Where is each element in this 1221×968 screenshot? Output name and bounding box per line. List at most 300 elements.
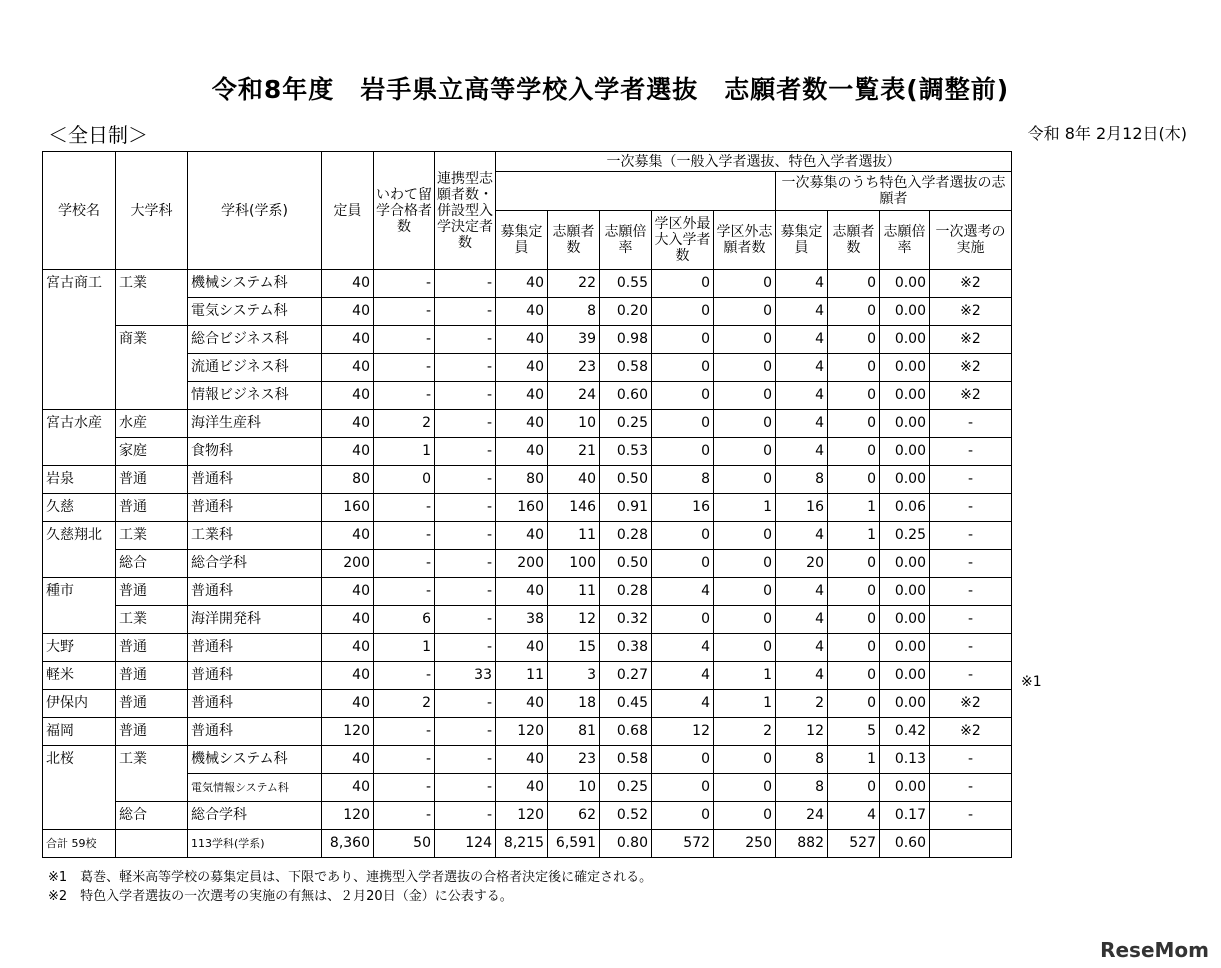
cell-renkei: - xyxy=(435,774,496,802)
cell-gshigan: 250 xyxy=(714,830,776,858)
cell-dept: 普通科 xyxy=(188,494,322,522)
cell-school: 宮古商工 xyxy=(43,270,116,298)
cell-gmax: 4 xyxy=(652,578,714,606)
cell-dept: 普通科 xyxy=(188,662,322,690)
cell-boshu: 40 xyxy=(496,270,548,298)
cell-dept: 普通科 xyxy=(188,466,322,494)
cell-tboshu: 16 xyxy=(776,494,828,522)
cell-bairitsu: 0.27 xyxy=(600,662,652,690)
cell-school xyxy=(43,354,116,382)
cell-school: 福岡 xyxy=(43,718,116,746)
cell-shigan: 100 xyxy=(548,550,600,578)
cell-cap: 40 xyxy=(322,438,374,466)
page-title: 令和8年度 岩手県立高等学校入学者選抜 志願者数一覧表(調整前) xyxy=(211,75,1010,104)
cell-bairitsu: 0.28 xyxy=(600,578,652,606)
table-row xyxy=(43,410,1012,438)
cell-renkei: - xyxy=(435,718,496,746)
cell-iwate: - xyxy=(374,662,435,690)
cell-cap: 200 xyxy=(322,550,374,578)
cell-gshigan: 1 xyxy=(714,494,776,522)
cell-school: 久慈翔北 xyxy=(43,522,116,550)
cell-tjisshi: ※2 xyxy=(930,354,1012,382)
cell-boshu: 38 xyxy=(496,606,548,634)
cell-shigan: 15 xyxy=(548,634,600,662)
cell-school xyxy=(43,774,116,802)
cell-cap: 80 xyxy=(322,466,374,494)
cell-gshigan: 0 xyxy=(714,270,776,298)
cell-renkei: - xyxy=(435,326,496,354)
cell-tshigan: 0 xyxy=(828,662,880,690)
cell-iwate: 6 xyxy=(374,606,435,634)
cell-school: 大野 xyxy=(43,634,116,662)
cell-gshigan: 0 xyxy=(714,578,776,606)
cell-tjisshi: ※2 xyxy=(930,690,1012,718)
cell-gmax: 0 xyxy=(652,326,714,354)
cell-renkei: - xyxy=(435,578,496,606)
cell-bairitsu: 0.25 xyxy=(600,410,652,438)
cell-tshigan: 0 xyxy=(828,326,880,354)
side-note: ※1 xyxy=(1021,674,1042,690)
cell-tboshu: 8 xyxy=(776,774,828,802)
cell-category xyxy=(116,774,188,802)
cell-bairitsu: 0.58 xyxy=(600,354,652,382)
cell-tboshu: 4 xyxy=(776,354,828,382)
cell-dept: 流通ビジネス科 xyxy=(188,354,322,382)
cell-tboshu: 4 xyxy=(776,410,828,438)
cell-category: 家庭 xyxy=(116,438,188,466)
cell-boshu: 40 xyxy=(496,410,548,438)
cell-tjisshi: ※2 xyxy=(930,326,1012,354)
cell-cap: 40 xyxy=(322,298,374,326)
cell-iwate: - xyxy=(374,382,435,410)
cell-shigan: 23 xyxy=(548,354,600,382)
cell-iwate: 2 xyxy=(374,690,435,718)
cell-tshigan: 0 xyxy=(828,410,880,438)
table-row xyxy=(43,326,1012,354)
cell-renkei: - xyxy=(435,634,496,662)
cell-gmax: 16 xyxy=(652,494,714,522)
cell-category: 工業 xyxy=(116,270,188,298)
cell-tjisshi xyxy=(930,830,1012,858)
cell-tboshu: 4 xyxy=(776,326,828,354)
cell-tboshu: 8 xyxy=(776,466,828,494)
cell-category xyxy=(116,382,188,410)
table-row xyxy=(43,662,1012,690)
cell-renkei: - xyxy=(435,494,496,522)
cell-tbairitsu: 0.00 xyxy=(880,690,930,718)
cell-gshigan: 0 xyxy=(714,634,776,662)
cell-tshigan: 1 xyxy=(828,522,880,550)
cell-gmax: 0 xyxy=(652,550,714,578)
cell-dept: 海洋生産科 xyxy=(188,410,322,438)
cell-cap: 40 xyxy=(322,522,374,550)
header-capacity: 定員 xyxy=(322,152,374,270)
cell-tbairitsu: 0.42 xyxy=(880,718,930,746)
cell-bairitsu: 0.25 xyxy=(600,774,652,802)
cell-renkei: - xyxy=(435,410,496,438)
cell-dept: 機械システム科 xyxy=(188,746,322,774)
cell-dept: 総合ビジネス科 xyxy=(188,326,322,354)
cell-bairitsu: 0.53 xyxy=(600,438,652,466)
cell-tshigan: 0 xyxy=(828,354,880,382)
footnote-2: ※2 特色入学者選抜の一次選考の実施の有無は、２月20日（金）に公表する。 xyxy=(48,889,513,904)
cell-tjisshi: - xyxy=(930,494,1012,522)
cell-bairitsu: 0.52 xyxy=(600,802,652,830)
cell-tshigan: 0 xyxy=(828,382,880,410)
cell-bairitsu: 0.91 xyxy=(600,494,652,522)
cell-boshu: 40 xyxy=(496,774,548,802)
table-row xyxy=(43,522,1012,550)
cell-tshigan: 4 xyxy=(828,802,880,830)
cell-tshigan: 0 xyxy=(828,606,880,634)
cell-iwate: 1 xyxy=(374,438,435,466)
cell-tbairitsu: 0.25 xyxy=(880,522,930,550)
cell-bairitsu: 0.58 xyxy=(600,746,652,774)
table-row xyxy=(43,634,1012,662)
cell-dept: 電気情報システム科 xyxy=(188,774,322,802)
cell-gmax: 4 xyxy=(652,662,714,690)
cell-tbairitsu: 0.17 xyxy=(880,802,930,830)
cell-tboshu: 4 xyxy=(776,634,828,662)
cell-school xyxy=(43,606,116,634)
cell-tshigan: 0 xyxy=(828,774,880,802)
cell-shigan: 8 xyxy=(548,298,600,326)
cell-tshigan: 0 xyxy=(828,550,880,578)
cell-iwate: - xyxy=(374,326,435,354)
table-row xyxy=(43,438,1012,466)
cell-bairitsu: 0.50 xyxy=(600,466,652,494)
cell-cap: 40 xyxy=(322,578,374,606)
cell-dept: 総合学科 xyxy=(188,802,322,830)
cell-gmax: 12 xyxy=(652,718,714,746)
cell-dept: 機械システム科 xyxy=(188,270,322,298)
cell-boshu: 40 xyxy=(496,438,548,466)
cell-renkei: - xyxy=(435,690,496,718)
table-row xyxy=(43,298,1012,326)
cell-school xyxy=(43,438,116,466)
cell-tshigan: 0 xyxy=(828,578,880,606)
cell-shigan: 10 xyxy=(548,410,600,438)
cell-tjisshi: - xyxy=(930,550,1012,578)
cell-boshu: 40 xyxy=(496,354,548,382)
cell-tboshu: 4 xyxy=(776,382,828,410)
cell-gshigan: 0 xyxy=(714,606,776,634)
cell-tjisshi: - xyxy=(930,802,1012,830)
header-bairitsu: 志願倍率 xyxy=(600,211,652,270)
header-renkei: 連携型志願者数・併設型入学決定者数 xyxy=(435,152,496,270)
cell-iwate: - xyxy=(374,494,435,522)
cell-boshu: 160 xyxy=(496,494,548,522)
cell-school: 種市 xyxy=(43,578,116,606)
header-ichiji: 一次募集（一般入学者選抜、特色入学者選抜） xyxy=(496,152,1012,172)
cell-boshu: 120 xyxy=(496,802,548,830)
table-row xyxy=(43,550,1012,578)
cell-gshigan: 0 xyxy=(714,382,776,410)
cell-tjisshi: - xyxy=(930,466,1012,494)
cell-category: 総合 xyxy=(116,802,188,830)
cell-school: 北桜 xyxy=(43,746,116,774)
cell-boshu: 8,215 xyxy=(496,830,548,858)
cell-tshigan: 1 xyxy=(828,494,880,522)
cell-cap: 40 xyxy=(322,634,374,662)
cell-bairitsu: 0.20 xyxy=(600,298,652,326)
cell-gshigan: 1 xyxy=(714,690,776,718)
cell-cap: 40 xyxy=(322,774,374,802)
cell-gshigan: 0 xyxy=(714,550,776,578)
table-row xyxy=(43,578,1012,606)
cell-shigan: 62 xyxy=(548,802,600,830)
cell-gmax: 8 xyxy=(652,466,714,494)
cell-renkei: - xyxy=(435,438,496,466)
cell-dept: 海洋開発科 xyxy=(188,606,322,634)
cell-iwate: - xyxy=(374,354,435,382)
cell-tshigan: 1 xyxy=(828,746,880,774)
cell-shigan: 22 xyxy=(548,270,600,298)
cell-shigan: 23 xyxy=(548,746,600,774)
cell-renkei: - xyxy=(435,298,496,326)
cell-gmax: 0 xyxy=(652,354,714,382)
cell-boshu: 40 xyxy=(496,326,548,354)
cell-cap: 40 xyxy=(322,662,374,690)
cell-gmax: 0 xyxy=(652,298,714,326)
cell-tjisshi: - xyxy=(930,774,1012,802)
header-t-boshu: 募集定員 xyxy=(776,211,828,270)
table-row xyxy=(43,270,1012,298)
cell-gshigan: 0 xyxy=(714,298,776,326)
cell-iwate: - xyxy=(374,298,435,326)
cell-dept: 食物科 xyxy=(188,438,322,466)
cell-gmax: 0 xyxy=(652,270,714,298)
subtitle: ＜全日制＞ xyxy=(48,123,148,147)
cell-dept: 普通科 xyxy=(188,578,322,606)
cell-tjisshi: - xyxy=(930,634,1012,662)
cell-tjisshi: ※2 xyxy=(930,718,1012,746)
table-row xyxy=(43,606,1012,634)
header-tokushoku-group: 一次募集のうち特色入学者選抜の志願者 xyxy=(776,172,1012,211)
cell-tbairitsu: 0.06 xyxy=(880,494,930,522)
cell-gmax: 572 xyxy=(652,830,714,858)
cell-gshigan: 0 xyxy=(714,354,776,382)
cell-boshu: 40 xyxy=(496,746,548,774)
cell-cap: 40 xyxy=(322,382,374,410)
header-boshu: 募集定員 xyxy=(496,211,548,270)
cell-bairitsu: 0.50 xyxy=(600,550,652,578)
cell-tshigan: 527 xyxy=(828,830,880,858)
cell-tjisshi: - xyxy=(930,522,1012,550)
cell-renkei: - xyxy=(435,746,496,774)
cell-gshigan: 0 xyxy=(714,802,776,830)
cell-iwate: - xyxy=(374,802,435,830)
cell-dept: 普通科 xyxy=(188,690,322,718)
cell-gshigan: 0 xyxy=(714,326,776,354)
cell-shigan: 10 xyxy=(548,774,600,802)
cell-category: 普通 xyxy=(116,634,188,662)
cell-tjisshi: - xyxy=(930,578,1012,606)
cell-tbairitsu: 0.00 xyxy=(880,774,930,802)
cell-gmax: 0 xyxy=(652,522,714,550)
cell-bairitsu: 0.28 xyxy=(600,522,652,550)
cell-bairitsu: 0.45 xyxy=(600,690,652,718)
cell-dept: 電気システム科 xyxy=(188,298,322,326)
cell-dept: 113学科(学系) xyxy=(188,830,322,858)
cell-tbairitsu: 0.00 xyxy=(880,578,930,606)
cell-renkei: 33 xyxy=(435,662,496,690)
cell-tboshu: 4 xyxy=(776,438,828,466)
cell-tbairitsu: 0.13 xyxy=(880,746,930,774)
cell-category xyxy=(116,830,188,858)
cell-boshu: 40 xyxy=(496,690,548,718)
cell-category: 普通 xyxy=(116,466,188,494)
cell-gmax: 0 xyxy=(652,746,714,774)
cell-iwate: - xyxy=(374,774,435,802)
cell-tbairitsu: 0.00 xyxy=(880,410,930,438)
cell-renkei: - xyxy=(435,382,496,410)
cell-school: 久慈 xyxy=(43,494,116,522)
cell-category xyxy=(116,354,188,382)
cell-shigan: 146 xyxy=(548,494,600,522)
cell-boshu: 40 xyxy=(496,382,548,410)
cell-iwate: - xyxy=(374,578,435,606)
cell-cap: 40 xyxy=(322,606,374,634)
cell-tbairitsu: 0.60 xyxy=(880,830,930,858)
cell-category: 工業 xyxy=(116,746,188,774)
cell-category: 普通 xyxy=(116,578,188,606)
cell-tboshu: 4 xyxy=(776,662,828,690)
cell-tboshu: 882 xyxy=(776,830,828,858)
cell-renkei: - xyxy=(435,522,496,550)
header-blank xyxy=(496,172,776,211)
cell-gshigan: 0 xyxy=(714,774,776,802)
cell-category: 工業 xyxy=(116,606,188,634)
cell-tboshu: 4 xyxy=(776,298,828,326)
cell-gmax: 4 xyxy=(652,690,714,718)
cell-iwate: - xyxy=(374,746,435,774)
cell-tbairitsu: 0.00 xyxy=(880,662,930,690)
cell-gmax: 0 xyxy=(652,410,714,438)
cell-boshu: 80 xyxy=(496,466,548,494)
cell-tboshu: 24 xyxy=(776,802,828,830)
cell-shigan: 11 xyxy=(548,578,600,606)
header-iwate: いわて留学合格者数 xyxy=(374,152,435,270)
cell-cap: 160 xyxy=(322,494,374,522)
cell-dept: 普通科 xyxy=(188,718,322,746)
cell-cap: 40 xyxy=(322,270,374,298)
cell-category: 普通 xyxy=(116,662,188,690)
cell-tjisshi: ※2 xyxy=(930,270,1012,298)
cell-bairitsu: 0.60 xyxy=(600,382,652,410)
cell-bairitsu: 0.55 xyxy=(600,270,652,298)
cell-gshigan: 1 xyxy=(714,662,776,690)
cell-tshigan: 0 xyxy=(828,690,880,718)
cell-tboshu: 12 xyxy=(776,718,828,746)
cell-shigan: 21 xyxy=(548,438,600,466)
cell-tshigan: 0 xyxy=(828,634,880,662)
cell-tbairitsu: 0.00 xyxy=(880,438,930,466)
cell-iwate: 0 xyxy=(374,466,435,494)
header-t-shigan: 志願者数 xyxy=(828,211,880,270)
cell-gshigan: 0 xyxy=(714,410,776,438)
cell-gshigan: 0 xyxy=(714,746,776,774)
cell-cap: 40 xyxy=(322,410,374,438)
cell-shigan: 11 xyxy=(548,522,600,550)
cell-tjisshi: ※2 xyxy=(930,382,1012,410)
cell-shigan: 6,591 xyxy=(548,830,600,858)
cell-cap: 120 xyxy=(322,802,374,830)
total-row xyxy=(43,830,1012,858)
cell-bairitsu: 0.38 xyxy=(600,634,652,662)
cell-dept: 情報ビジネス科 xyxy=(188,382,322,410)
cell-iwate: - xyxy=(374,270,435,298)
cell-tjisshi: - xyxy=(930,746,1012,774)
cell-category xyxy=(116,298,188,326)
cell-boshu: 120 xyxy=(496,718,548,746)
cell-school xyxy=(43,326,116,354)
header-dept: 学科(学系) xyxy=(188,152,322,270)
applicants-table xyxy=(42,151,1012,858)
cell-category: 商業 xyxy=(116,326,188,354)
cell-school: 岩泉 xyxy=(43,466,116,494)
cell-tboshu: 8 xyxy=(776,746,828,774)
cell-bairitsu: 0.32 xyxy=(600,606,652,634)
table-row xyxy=(43,382,1012,410)
table-row xyxy=(43,354,1012,382)
cell-school xyxy=(43,298,116,326)
cell-iwate: - xyxy=(374,718,435,746)
cell-tjisshi: - xyxy=(930,606,1012,634)
cell-tboshu: 4 xyxy=(776,578,828,606)
cell-tjisshi: - xyxy=(930,410,1012,438)
cell-school: 合計 59校 xyxy=(43,830,116,858)
cell-renkei: - xyxy=(435,802,496,830)
cell-iwate: 2 xyxy=(374,410,435,438)
cell-school xyxy=(43,550,116,578)
header-gakku-shigan: 学区外志願者数 xyxy=(714,211,776,270)
cell-bairitsu: 0.98 xyxy=(600,326,652,354)
cell-tboshu: 20 xyxy=(776,550,828,578)
cell-renkei: - xyxy=(435,606,496,634)
cell-category: 普通 xyxy=(116,494,188,522)
cell-tboshu: 2 xyxy=(776,690,828,718)
cell-iwate: 50 xyxy=(374,830,435,858)
cell-gmax: 0 xyxy=(652,438,714,466)
cell-school: 伊保内 xyxy=(43,690,116,718)
header-school: 学校名 xyxy=(43,152,116,270)
cell-boshu: 40 xyxy=(496,634,548,662)
cell-iwate: - xyxy=(374,522,435,550)
cell-dept: 総合学科 xyxy=(188,550,322,578)
cell-tbairitsu: 0.00 xyxy=(880,466,930,494)
table-row xyxy=(43,802,1012,830)
cell-renkei: - xyxy=(435,270,496,298)
table-row xyxy=(43,718,1012,746)
cell-gmax: 0 xyxy=(652,382,714,410)
cell-cap: 120 xyxy=(322,718,374,746)
cell-renkei: 124 xyxy=(435,830,496,858)
cell-shigan: 3 xyxy=(548,662,600,690)
cell-gshigan: 0 xyxy=(714,438,776,466)
cell-school xyxy=(43,802,116,830)
cell-shigan: 81 xyxy=(548,718,600,746)
cell-shigan: 12 xyxy=(548,606,600,634)
cell-gmax: 4 xyxy=(652,634,714,662)
cell-dept: 普通科 xyxy=(188,634,322,662)
cell-boshu: 40 xyxy=(496,578,548,606)
date-label: 令和 8年 2月12日(木) xyxy=(1027,124,1187,143)
cell-boshu: 40 xyxy=(496,522,548,550)
cell-tboshu: 4 xyxy=(776,522,828,550)
cell-tbairitsu: 0.00 xyxy=(880,634,930,662)
cell-cap: 40 xyxy=(322,690,374,718)
